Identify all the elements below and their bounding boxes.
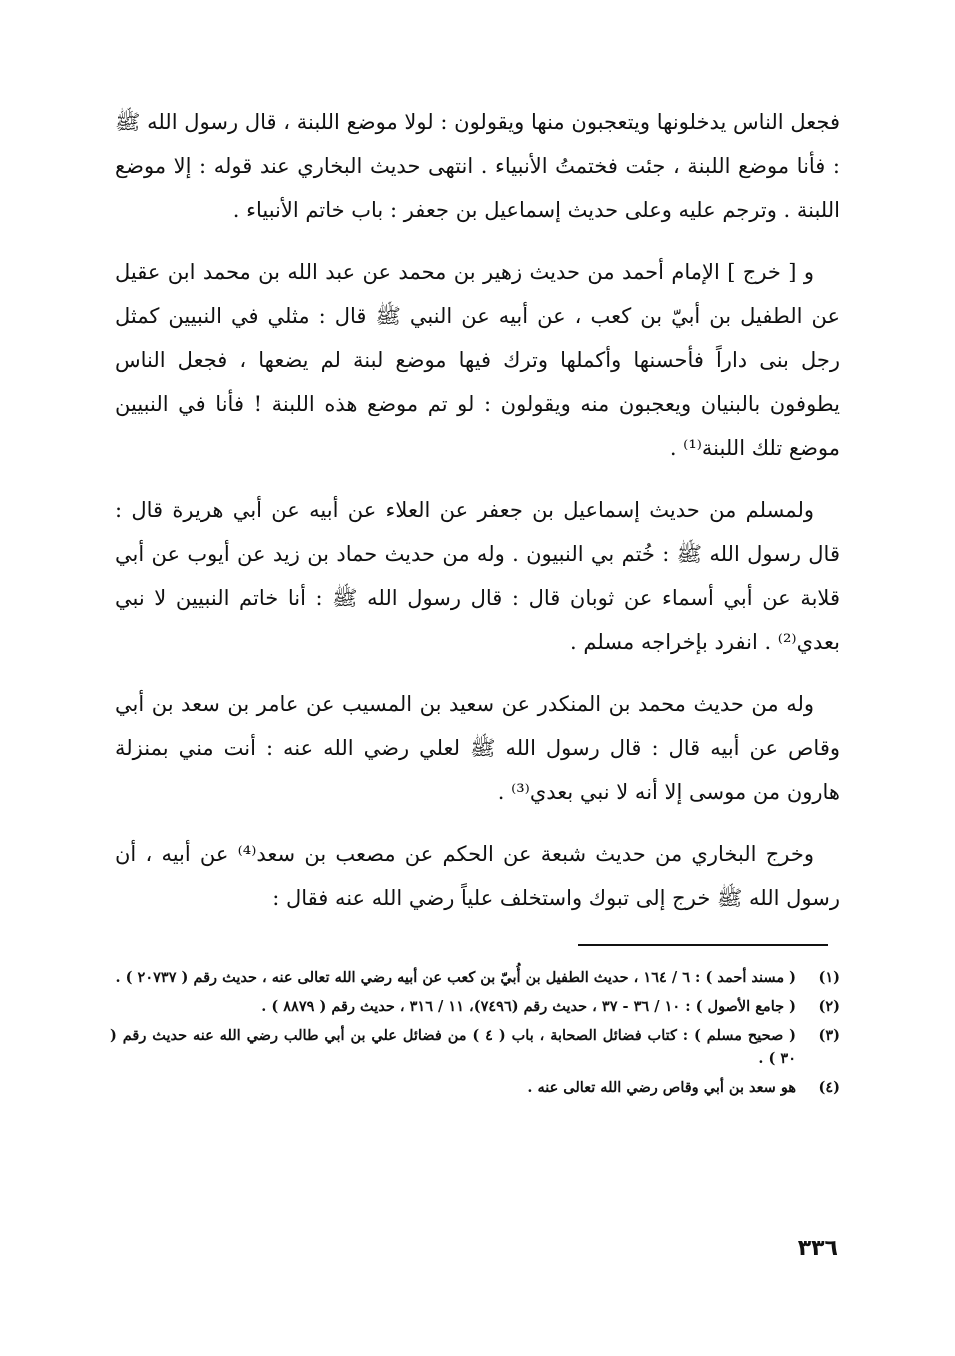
footnotes	[110, 966, 840, 1105]
paragraph: ولمسلم من حديث إسماعيل بن جعفر عن العلاء عن أبيه عن أبي هريرة قال : قال رسول الله ﷺ : خُتم بي النبيون . وله من حديث حماد بن زيد عن أيوب عن أبي قلابة عن أبي أسماء عن ثوبان قال : قال رسول الله ﷺ : أنا خاتم النبيين لا نبي بعدي⁽²⁾ . انفرد بإخراجه مسلم .	[115, 498, 840, 654]
paragraph: وله من حديث محمد بن المنكدر عن سعيد بن المسيب عن عامر بن سعد بن أبي وقاص عن أبيه قال : قال رسول الله ﷺ لعلي رضي الله عنه : أنت مني بمنزلة هارون من موسى إلا أنه لا نبي بعدي⁽³⁾ .	[115, 692, 840, 804]
footnote-item	[110, 1024, 840, 1070]
footnote-number: (٤)	[818, 1079, 840, 1096]
footnote-number: (٢)	[818, 998, 840, 1015]
footnote-text: ( صحيح مسلم ) : كتاب فضائل الصحابة ، باب ( ٤ ) من فضائل علي بن أبي طالب رضي الله عنه حديث رقم ( ٣٠ ) .	[110, 1027, 797, 1067]
footnote-divider	[578, 944, 828, 946]
footnote-item	[110, 995, 840, 1018]
footnote-text: ( مسند أحمد ) : ٦ / ١٦٤ ، حديث الطفيل بن أُبيّ بن كعب عن أبيه رضي الله تعالى عنه ، حديث رقم ( ٢٠٧٣٧ ) .	[115, 969, 796, 986]
main-text	[115, 100, 840, 938]
footnote-number: (٣)	[818, 1027, 840, 1044]
page-number: ٣٣٦	[797, 1236, 838, 1261]
paragraph: فجعل الناس يدخلونها ويتعجبون منها ويقولون : لولا موضع اللبنة ، قال رسول الله ﷺ : فأنا موضع اللبنة ، جئت فختمتُ الأنبياء . انتهى حديث البخاري عند قوله : إلا موضع اللبنة . وترجم عليه وعلى حديث إسماعيل بن جعفر : باب خاتم الأنبياء .	[115, 110, 840, 222]
paragraph: و [ خرج ] الإمام أحمد من حديث زهير بن محمد عن عبد الله بن محمد ابن عقيل عن الطفيل بن أبيّ بن كعب ، عن أبيه عن النبي ﷺ قال : مثلي في النبيين كمثل رجل بنى داراً فأحسنها وأكملها وترك فيها موضع لبنة لم يضعها ، فجعل الناس يطوفون بالبنيان ويعجبون منه ويقولون : لو تم موضع هذه اللبنة ! فأنا في النبيين موضع تلك اللبنة⁽¹⁾ .	[115, 260, 840, 460]
footnote-item	[110, 1076, 840, 1099]
footnote-number: (١)	[818, 969, 840, 986]
paragraph: وخرج البخاري من حديث شبعة عن الحكم عن مصعب بن سعد⁽⁴⁾ عن أبيه ، أن رسول الله ﷺ خرج إلى تبوك واستخلف علياً رضي الله عنه فقال :	[115, 842, 840, 910]
footnote-text: ( جامع الأصول ) : ١٠ / ٣٦ - ٣٧ ، حديث رقم (٧٤٩٦)، ١١ / ٣١٦ ، حديث رقم ( ٨٨٧٩ ) .	[261, 998, 796, 1015]
footnote-item	[110, 966, 840, 989]
footnote-text: هو سعد بن أبي وقاص رضي الله تعالى عنه .	[527, 1079, 796, 1096]
